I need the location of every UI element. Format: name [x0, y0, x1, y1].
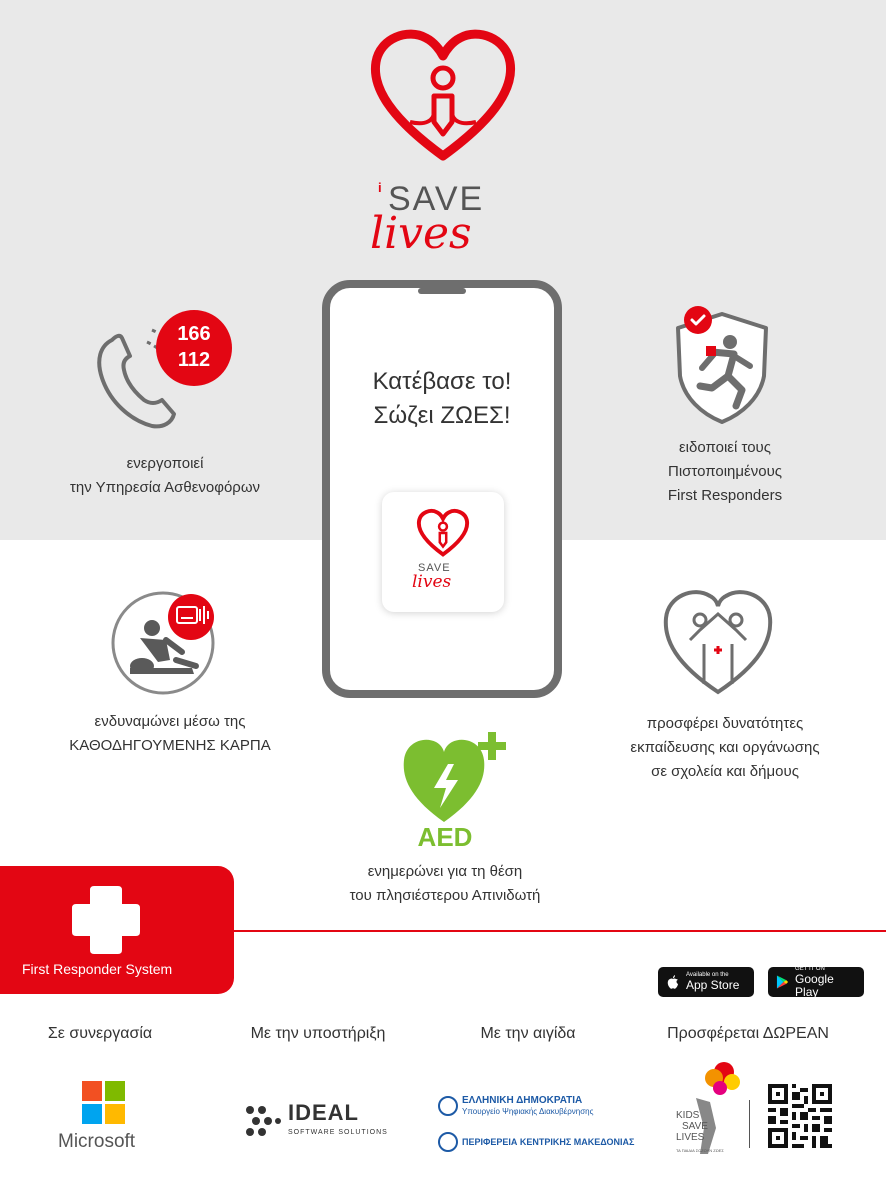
app-icon-save: SAVE	[418, 562, 451, 574]
responders-line-2: Πιστοποιημένους	[667, 463, 783, 480]
cpr-guidance-badge-icon	[168, 594, 214, 640]
microsoft-name: Microsoft	[58, 1131, 136, 1152]
wordmark-save: SAVE	[388, 180, 485, 218]
greek-emblem-icon	[438, 1096, 458, 1116]
app-icon-lives: lives	[412, 572, 452, 592]
isave-wordmark	[368, 180, 518, 259]
training-line-2: εκπαίδευσης και οργάνωσης	[630, 739, 820, 756]
kids-line-1: KIDS	[676, 1110, 700, 1121]
region-emblem-icon	[438, 1132, 458, 1152]
gov-region: ΠΕΡΙΦΕΡΕΙΑ ΚΕΝΤΡΙΚΗΣ ΜΑΚΕΔΟΝΙΑΣ	[462, 1137, 635, 1147]
phone-speaker	[418, 288, 466, 294]
ideal-logo-icon	[244, 1102, 286, 1140]
partner-divider	[749, 1100, 750, 1148]
phone-frame	[322, 280, 562, 698]
google-play-small: GET IT ON	[795, 965, 825, 972]
app-heart-icon	[416, 508, 470, 558]
gov-ministry: Υπουργείο Ψηφιακής Διακυβέρνησης	[462, 1107, 594, 1116]
partner-title-collab: Σε συνεργασία	[47, 1025, 153, 1042]
aed-line-1: ενημερώνει για τη θέση	[367, 863, 523, 880]
ideal-name: IDEAL	[288, 1100, 359, 1125]
wordmark-i: i	[378, 180, 382, 195]
partner-title-aegis: Με την αιγίδα	[480, 1025, 576, 1042]
apple-icon	[666, 974, 680, 990]
wordmark-lives: lives	[370, 208, 472, 259]
phone-headline	[330, 365, 554, 433]
training-heart-icon	[660, 584, 776, 698]
aed-label: AED	[417, 822, 473, 852]
badge-number-166: 166	[177, 323, 211, 345]
emergency-number-badge	[156, 310, 232, 386]
isave-heart-logo	[368, 26, 518, 166]
aed-line-2: του πλησιέστερου Απινιδωτή	[349, 887, 541, 904]
play-icon	[776, 974, 789, 990]
app-icon-tile[interactable]	[382, 492, 504, 612]
ideal-subtitle: SOFTWARE SOLUTIONS	[288, 1129, 388, 1136]
training-line-3: σε σχολεία και δήμους	[651, 763, 799, 780]
kids-save-lives-logo	[676, 1058, 746, 1158]
cpr-feature-text	[40, 710, 300, 758]
training-feature-text	[590, 712, 860, 784]
qr-code[interactable]	[768, 1084, 832, 1148]
partner-title-support: Με την υποστήριξη	[250, 1025, 386, 1042]
google-play-big: Google Play	[795, 971, 834, 999]
responders-feature-text	[610, 436, 840, 508]
badge-number-112: 112	[177, 349, 211, 371]
ambulance-line-2: την Υπηρεσία Ασθενοφόρων	[69, 479, 261, 496]
cpr-line-2: ΚΑΘΟΔΗΓΟΥΜΕΝΗΣ ΚΑΡΠΑ	[69, 737, 271, 754]
microsoft-logo-icon	[82, 1081, 126, 1125]
training-line-1: προσφέρει δυνατότητες	[646, 715, 804, 732]
headline-line-1: Κατέβασε το!	[372, 368, 512, 395]
ambulance-line-1: ενεργοποιεί	[126, 455, 204, 472]
app-store-big: App Store	[686, 978, 740, 992]
kids-line-2: SAVE	[682, 1121, 708, 1132]
app-store-badge[interactable]	[658, 967, 754, 997]
headline-line-2: Σώζει ΖΩΕΣ!	[373, 402, 511, 429]
cpr-line-1: ενδυναμώνει μέσω της	[94, 713, 246, 730]
kids-subtitle: ΤΑ ΠΑΙΔΙΑ ΣΩΖΟΥΝ ΖΩΕΣ	[676, 1148, 724, 1153]
red-divider-line	[234, 930, 886, 932]
white-cross-icon	[68, 882, 144, 958]
ambulance-feature-text	[40, 452, 290, 500]
frs-label: First Responder System	[22, 961, 173, 977]
check-badge-icon	[684, 306, 712, 334]
responders-line-1: ειδοποιεί τους	[679, 439, 771, 456]
aed-feature-text	[300, 860, 590, 908]
google-play-badge[interactable]	[768, 967, 864, 997]
app-store-small: Available on the	[686, 972, 729, 978]
partner-title-free: Προσφέρεται ΔΩΡΕΑΝ	[667, 1025, 829, 1042]
gov-hellenic-republic: ΕΛΛΗΝΙΚΗ ΔΗΜΟΚΡΑΤΙΑ	[462, 1095, 583, 1106]
aed-heart-icon	[400, 728, 510, 824]
responders-line-3: First Responders	[667, 487, 783, 504]
kids-line-3: LIVES	[676, 1132, 705, 1143]
